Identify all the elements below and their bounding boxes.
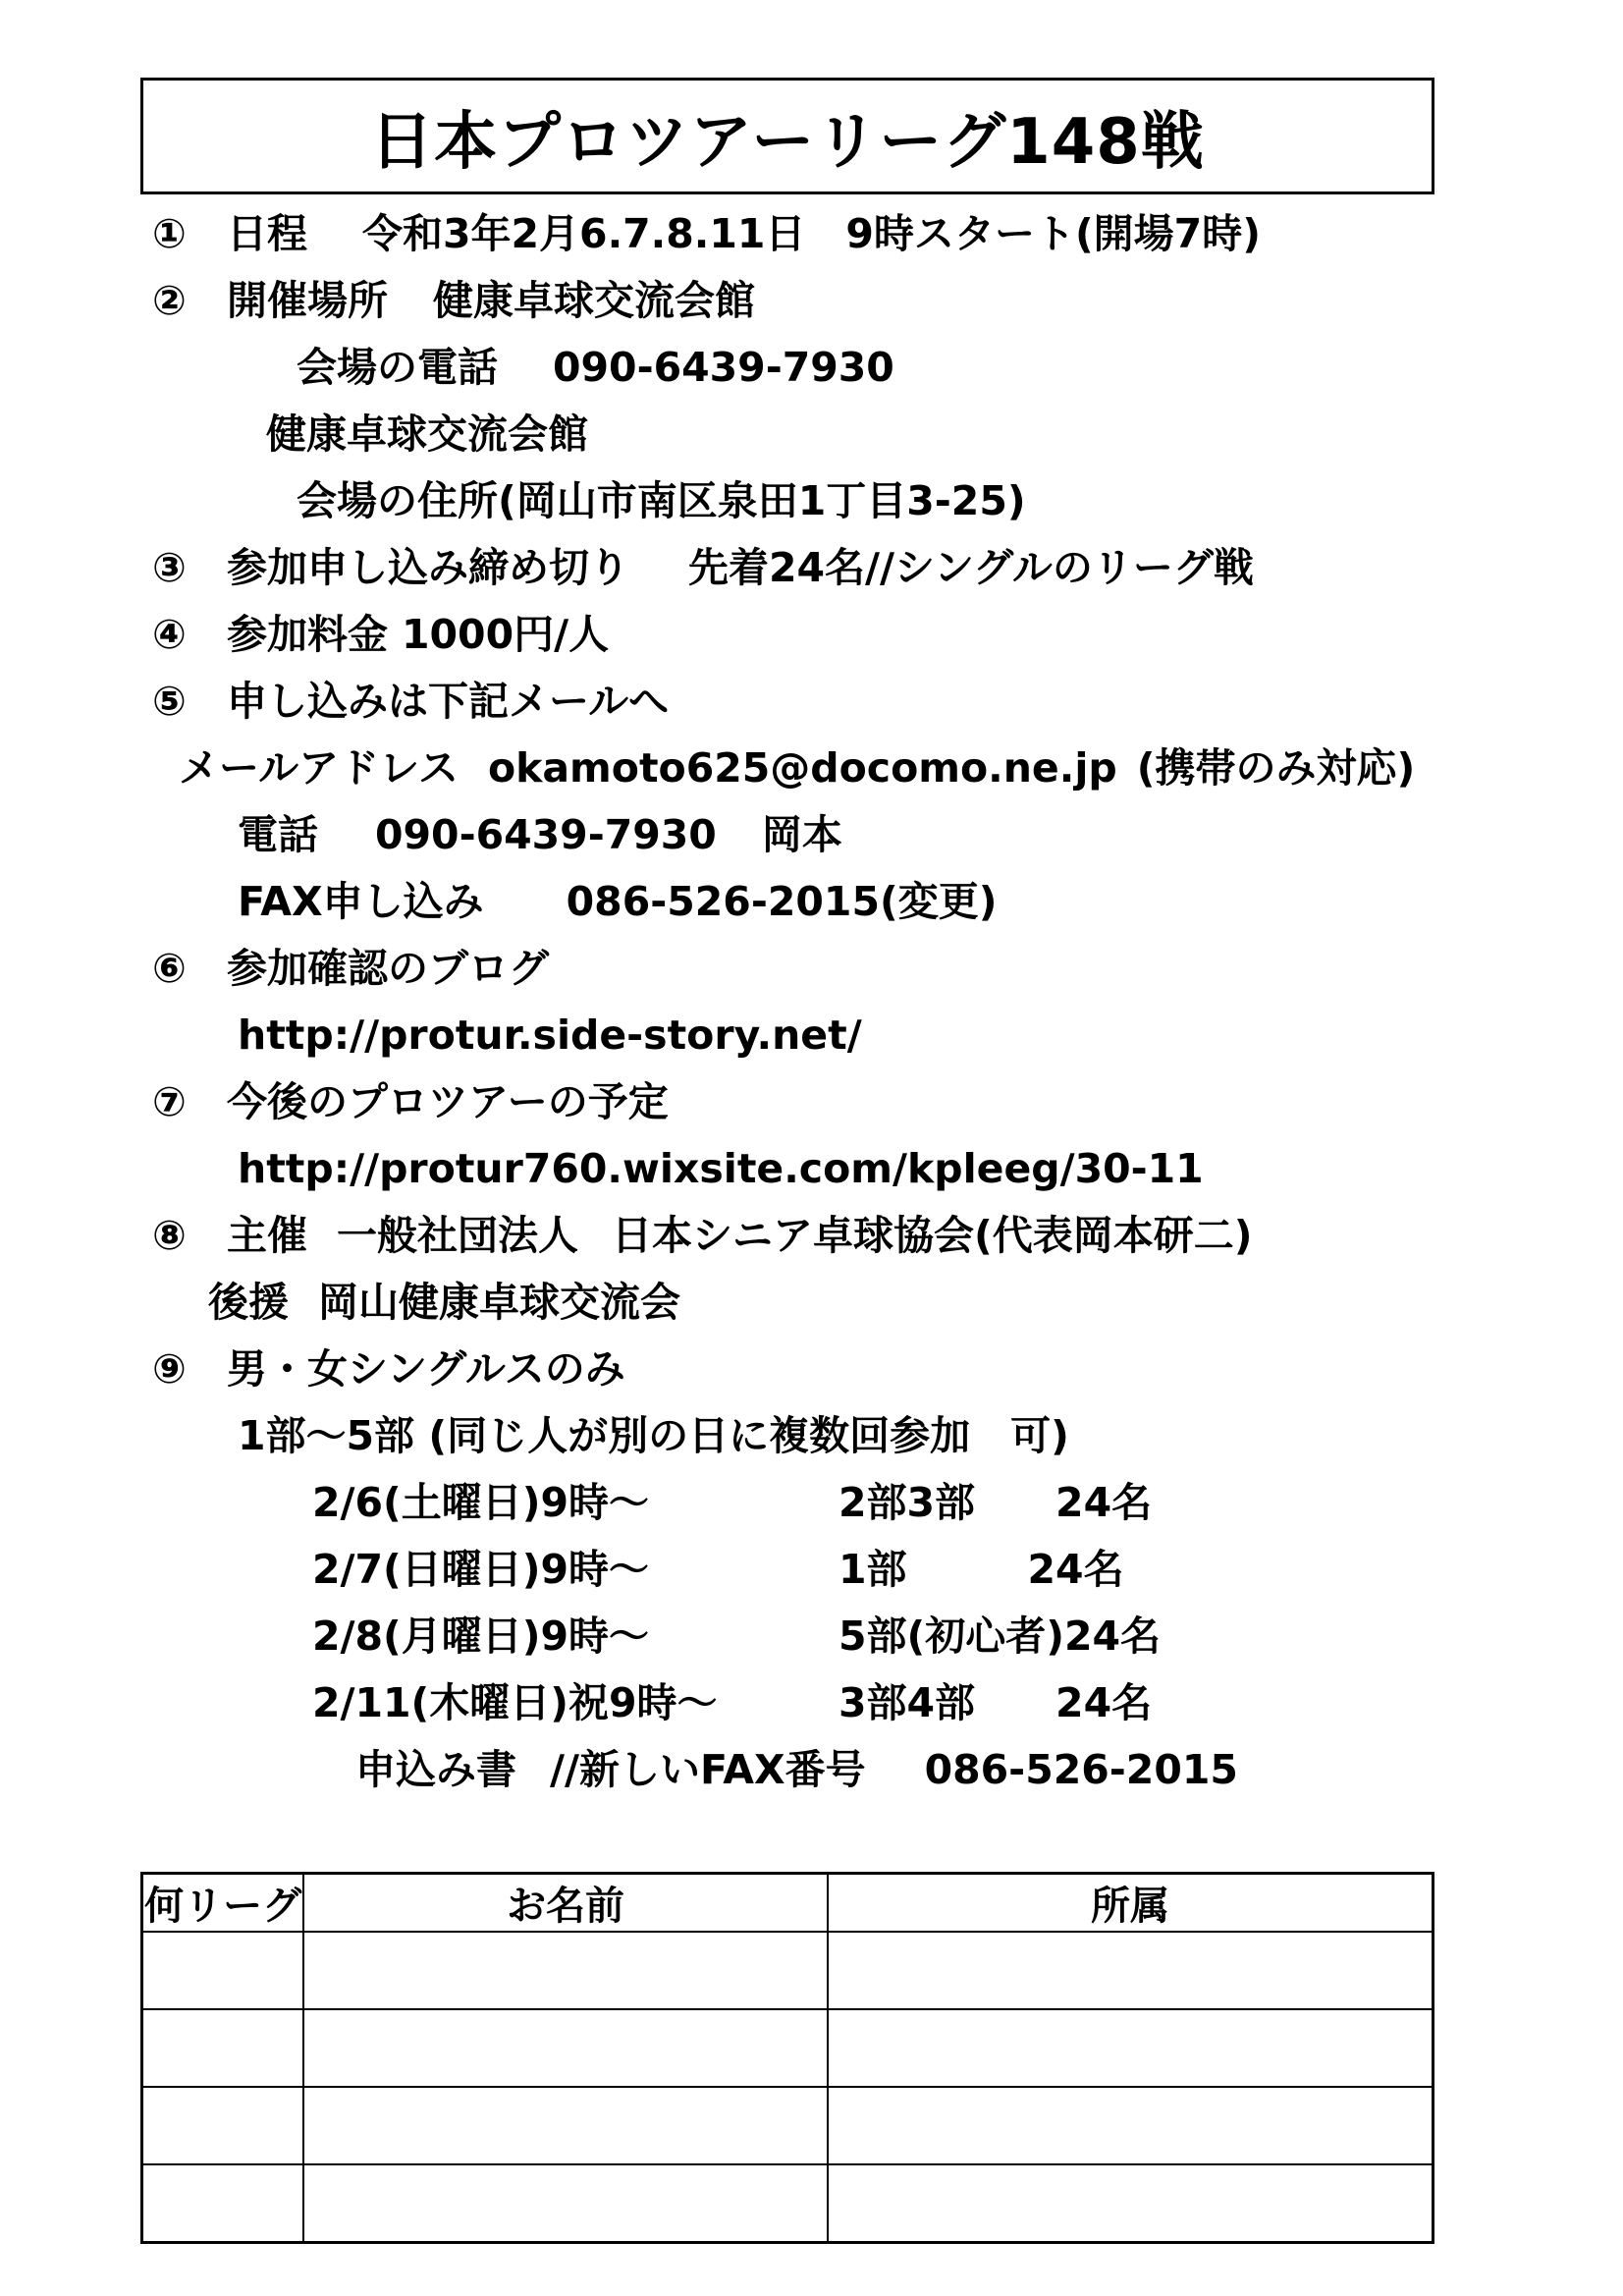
item-blog <box>152 943 549 994</box>
item-deadline <box>152 542 1254 593</box>
schedule-info: 5部(初心者)24名 <box>839 1613 1162 1660</box>
cell-league[interactable] <box>142 2087 304 2164</box>
venue-phone-label: 会場の電話 <box>297 344 498 391</box>
schedule-date: 2/6(土曜日)9時〜 <box>312 1479 650 1526</box>
cell-league[interactable] <box>142 2009 304 2087</box>
item-number: ⑧ <box>152 1212 187 1259</box>
item-number: ⑦ <box>152 1078 187 1125</box>
cell-name[interactable] <box>303 2009 828 2087</box>
future-schedule-link[interactable]: http://protur760.wixsite.com/kpleeg/30-11 <box>238 1145 1204 1192</box>
cell-league[interactable] <box>142 1932 304 2009</box>
entry-table <box>140 1872 1434 2244</box>
phone-contact-name: 岡本 <box>761 811 842 858</box>
header-affiliation: 所属 <box>828 1874 1434 1933</box>
support <box>208 1277 680 1328</box>
venue-address: 会場の住所(岡山市南区泉田1丁目3-25) <box>297 477 1026 524</box>
fax-new-label: //新しいFAX番号 <box>550 1746 866 1793</box>
schedule-date: 2/8(月曜日)9時〜 <box>312 1613 650 1660</box>
table-row <box>142 2009 1434 2087</box>
item-fee <box>152 609 609 660</box>
venue-phone-number: 090-6439-7930 <box>553 344 894 391</box>
schedule-date: 2/7(日曜日)9時〜 <box>312 1546 650 1593</box>
cell-affiliation[interactable] <box>828 1932 1434 2009</box>
item-number: ④ <box>152 611 187 658</box>
page-title: 日本プロツアーリーグ148戦 <box>370 105 1205 179</box>
item-organizer <box>152 1210 1252 1261</box>
item-venue <box>152 275 755 326</box>
item-value: 先着24名//シングルのリーグ戦 <box>688 544 1254 591</box>
header-name: お名前 <box>303 1874 828 1933</box>
cell-league[interactable] <box>142 2164 304 2243</box>
item-number: ① <box>152 210 187 257</box>
fax-new-number: 086-526-2015 <box>924 1746 1238 1793</box>
cell-name[interactable] <box>303 2164 828 2243</box>
item-label: 開催場所 <box>227 277 388 324</box>
table-row <box>142 1932 1434 2009</box>
item-number: ⑤ <box>152 678 187 725</box>
item-schedule <box>152 208 1261 259</box>
fax-number: 086-526-2015(変更) <box>566 878 998 925</box>
item-application <box>152 676 669 727</box>
item-label: 参加申し込み締め切り <box>227 544 629 591</box>
item-label: 申し込みは下記メールへ <box>227 678 670 725</box>
item-category <box>152 1343 625 1394</box>
venue-name: 健康卓球交流会館 <box>266 410 588 458</box>
item-future-schedule <box>152 1076 669 1127</box>
item-value: 令和3年2月6.7.8.11日 9時スタート(開場7時) <box>362 210 1261 257</box>
contact-fax <box>238 876 997 927</box>
mail-address <box>179 742 1415 793</box>
cell-affiliation[interactable] <box>828 2087 1434 2164</box>
schedule-info: 3部4部 24名 <box>839 1679 1153 1726</box>
cell-name[interactable] <box>303 1932 828 2009</box>
table-header-row <box>142 1874 1434 1933</box>
phone-label: 電話 <box>238 811 318 858</box>
item-number: ⑨ <box>152 1345 187 1393</box>
support-label: 後援 <box>208 1279 289 1326</box>
item-label: 今後のプロツアーの予定 <box>227 1078 669 1125</box>
item-value: 1000円/人 <box>402 611 610 658</box>
schedule-info: 2部3部 24名 <box>839 1479 1153 1526</box>
schedule-info: 1部 24名 <box>839 1546 1124 1593</box>
mail-note: (携帯のみ対応) <box>1136 744 1416 792</box>
blog-link[interactable]: http://protur.side-story.net/ <box>238 1011 862 1059</box>
item-label: 参加確認のブログ <box>227 945 549 992</box>
category-note: 1部〜5部 (同じ人が別の日に複数回参加 可) <box>238 1412 1069 1459</box>
item-value: 健康卓球交流会館 <box>433 277 755 324</box>
item-number: ③ <box>152 544 187 591</box>
phone-number: 090-6439-7930 <box>375 811 717 858</box>
item-label: 日程 <box>227 210 307 257</box>
header-league: 何リーグ <box>142 1874 304 1933</box>
organizer-name: 日本シニア卓球協会(代表岡本研二) <box>612 1212 1253 1259</box>
contact-phone <box>238 809 842 860</box>
form-label: 申込み書 <box>355 1746 516 1793</box>
form-line <box>355 1744 1238 1795</box>
fax-label: FAX申し込み <box>238 878 484 925</box>
title-box <box>140 78 1434 194</box>
item-number: ⑥ <box>152 945 187 992</box>
venue-phone <box>297 342 894 393</box>
cell-name[interactable] <box>303 2087 828 2164</box>
table-row <box>142 2164 1434 2243</box>
cell-affiliation[interactable] <box>828 2164 1434 2243</box>
item-label: 主催 <box>227 1212 307 1259</box>
mail-label: メールアドレス <box>179 744 459 792</box>
organizer-type: 一般社団法人 <box>337 1212 578 1259</box>
table-row <box>142 2087 1434 2164</box>
support-value: 岡山健康卓球交流会 <box>318 1279 680 1326</box>
cell-affiliation[interactable] <box>828 2009 1434 2087</box>
item-label: 参加料金 <box>227 611 388 658</box>
schedule-date: 2/11(木曜日)祝9時〜 <box>312 1679 718 1726</box>
item-label: 男・女シングルスのみ <box>227 1345 625 1393</box>
mail-value[interactable]: okamoto625@docomo.ne.jp <box>487 744 1117 792</box>
item-number: ② <box>152 277 187 324</box>
